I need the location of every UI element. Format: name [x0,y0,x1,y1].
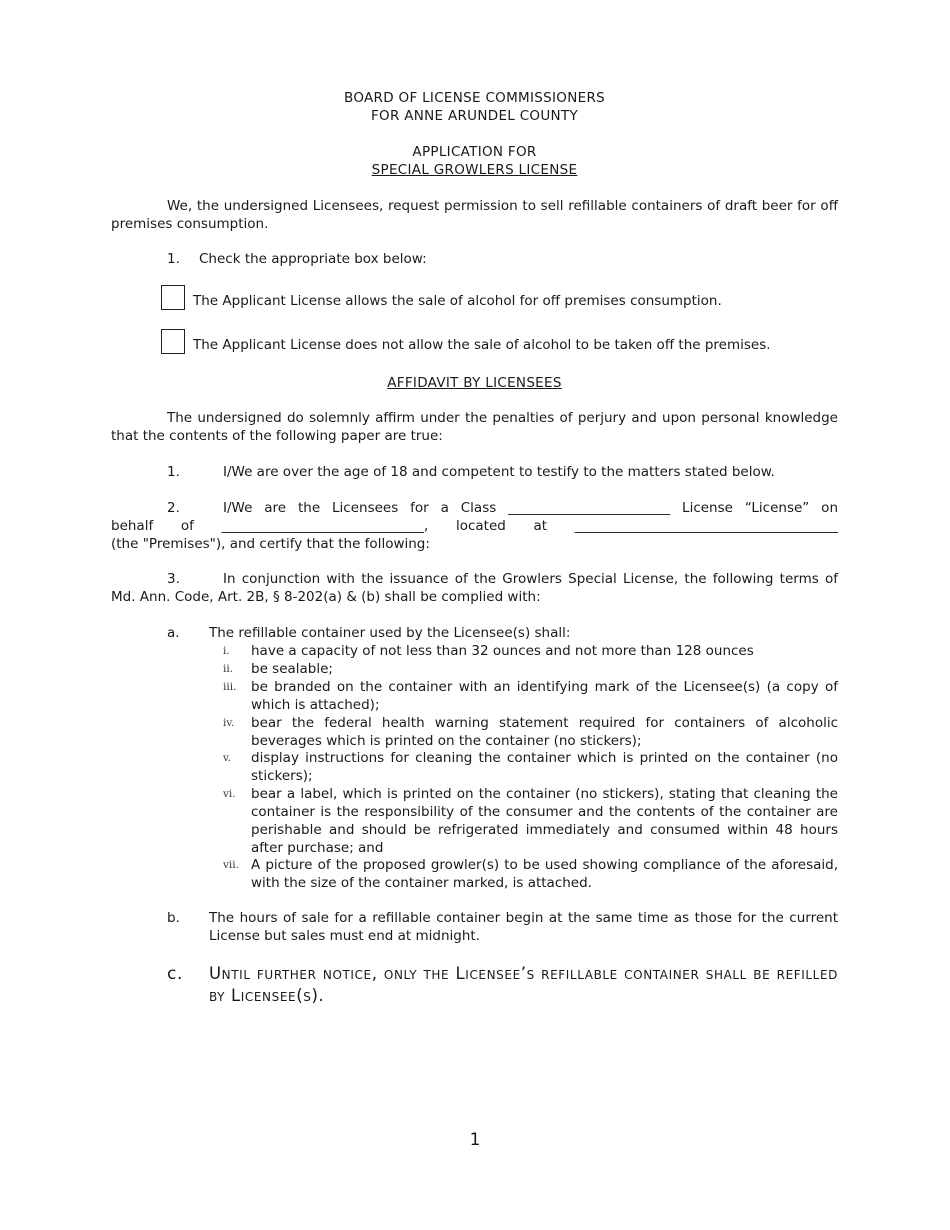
term-c-label: c. [167,964,183,984]
term-c-text: Until further notice, only the Licensee’s refillable container shall be refilled by Licensee(s). [209,964,838,1005]
license-type-title: SPECIAL GROWLERS LICENSE [371,162,578,178]
header-line-license-type [111,161,838,179]
affidavit-item1-text: I/We are over the age of 18 and competent to testify to the matters stated below. [223,464,775,480]
check-section-label: Check the appropriate box below: [199,251,427,267]
subitem-text: A picture of the proposed growler(s) to be used showing compliance of the aforesaid, with the size of the container marked, is attached. [251,857,838,891]
header-line-county: FOR ANNE ARUNDEL COUNTY [370,108,579,124]
subitem-number: vi. [223,788,236,800]
intro-paragraph: We, the undersigned Licensees, request permission to sell refillable containers of draft beer for off premises consumption. [111,198,838,232]
subitem-number: ii. [223,663,234,675]
subitem-number: v. [223,752,232,764]
subitem-text: be branded on the container with an identifying mark of the Licensee(s) (a copy of which is attached); [251,679,838,713]
subitem-number: iv. [223,717,235,729]
subitem-text: display instructions for cleaning the container which is printed on the container (no stickers); [251,750,838,784]
term-b-label: b. [167,910,180,926]
affidavit-item2-line1: I/We are the Licensees for a Class ________________________ License “License” on [223,500,838,516]
affidavit-title: AFFIDAVIT BY LICENSEES [387,375,562,391]
term-a-label: a. [167,625,180,641]
affidavit-item3-number: 3. [167,571,180,587]
affidavit-title-line [111,374,838,392]
subitem-text: have a capacity of not less than 32 ounces and not more than 128 ounces [251,643,754,659]
affidavit-item1-number: 1. [167,464,180,480]
off-premises-allowed-label: The Applicant License allows the sale of alcohol for off premises consumption. [193,293,722,309]
header-line-board: BOARD OF LICENSE COMMISSIONERS [344,90,605,106]
subitem-number: iii. [223,681,237,693]
affidavit-item3-text: In conjunction with the issuance of the Growlers Special License, the following terms of Md. Ann. Code, Art. 2B, § 8-202(a) & (b) shall be complied with: [111,571,838,605]
subitem-text: bear the federal health warning statement required for containers of alcoholic beverages which is printed on the container (no stickers); [251,715,838,749]
term-a-text: The refillable container used by the Licensee(s) shall: [209,625,571,641]
affidavit-item2-line2: behalf of ______________________________, located at _______________________________________ [111,518,838,534]
affidavit-intro: The undersigned do solemnly affirm under the penalties of perjury and upon personal knowledge that the contents of the following paper are true: [111,410,838,444]
off-premises-not-allowed-checkbox[interactable] [161,329,185,354]
off-premises-allowed-checkbox[interactable] [161,285,185,310]
page-number: 1 [469,1130,481,1150]
check-section-number: 1. [167,251,180,267]
subitem-number: vii. [223,859,239,871]
subitem-text: bear a label, which is printed on the container (no stickers), stating that cleaning the container is the responsibility of the consumer and the contents of the container are perishable and should be refrigerated immediately and consumed within 48 hours after purchase; and [251,786,838,856]
affidavit-item2-line3: (the "Premises"), and certify that the following: [111,536,430,552]
off-premises-not-allowed-label: The Applicant License does not allow the sale of alcohol to be taken off the premises. [193,337,771,353]
header-line-application: APPLICATION FOR [412,144,537,160]
subitem-number: i. [223,645,230,657]
term-b-text: The hours of sale for a refillable container begin at the same time as those for the current License but sales must end at midnight. [209,910,838,944]
affidavit-item2-number: 2. [167,500,180,516]
subitem-text: be sealable; [251,661,333,677]
